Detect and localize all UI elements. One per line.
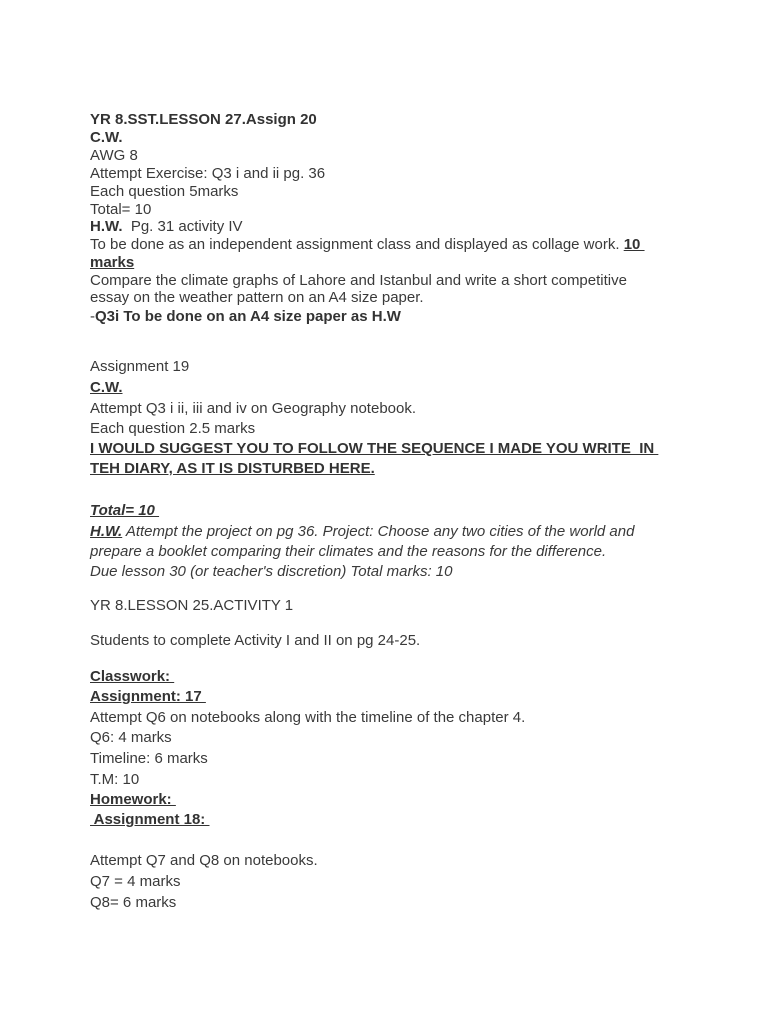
hw-project-line-2: prepare a booklet comparing their climates and the reasons for the difference.: [90, 543, 607, 560]
total-marks-2: Total= 10: [90, 502, 160, 519]
hw-project-text-1: Attempt the project on pg 36. Project: Choose any two cities of the world and: [122, 523, 635, 540]
assignment19-heading: Assignment 19: [90, 358, 190, 375]
marks-10: 10: [623, 236, 645, 253]
q3i-line: [90, 308, 401, 326]
suggest-line-1: I WOULD SUGGEST YOU TO FOLLOW THE SEQUENCE I MADE YOU WRITE IN: [90, 440, 659, 457]
lesson27-heading: YR 8.SST.LESSON 27.Assign 20: [90, 111, 317, 128]
total-marks: Total= 10: [90, 201, 152, 218]
suggest-line-2: TEH DIARY, AS IT IS DISTURBED HERE.: [90, 460, 375, 477]
marks-word: marks: [90, 254, 135, 271]
attempt-q7q8-text: Attempt Q7 and Q8 on notebooks.: [90, 852, 318, 869]
lesson25-heading: YR 8.LESSON 25.ACTIVITY 1: [90, 597, 294, 614]
q3i-text: Q3i To be done on an A4 size paper as H.W: [95, 308, 401, 325]
attempt-q6-text: Attempt Q6 on notebooks along with the timeline of the chapter 4.: [90, 709, 526, 726]
assignment17-label: Assignment: 17: [90, 688, 206, 705]
q6-marks: Q6: 4 marks: [90, 729, 172, 746]
hw-text: Pg. 31 activity IV: [122, 218, 243, 235]
total-marks-tm: T.M: 10: [90, 771, 140, 788]
hw-label: H.W.: [90, 218, 123, 235]
hw-project-line-1: [90, 523, 634, 541]
attempt-exercise-text: Attempt Exercise: Q3 i and ii pg. 36: [90, 165, 326, 182]
students-activity-text: Students to complete Activity I and II on pg 24-25.: [90, 632, 421, 649]
awg-text: AWG 8: [90, 147, 138, 164]
compare-line-2: essay on the weather pattern on an A4 size paper.: [90, 289, 424, 306]
cw-label-2: C.W.: [90, 379, 123, 396]
cw-label: C.W.: [90, 129, 123, 146]
assignment18-label: Assignment 18:: [90, 811, 210, 828]
q3i-dash: -: [90, 308, 95, 325]
hw-label-2: H.W.: [90, 523, 123, 540]
independent-assignment-line: [90, 236, 645, 254]
due-lesson-text: Due lesson 30 (or teacher's discretion) Total marks: 10: [90, 563, 453, 580]
q8-marks: Q8= 6 marks: [90, 894, 177, 911]
compare-line-1: Compare the climate graphs of Lahore and Istanbul and write a short competitive: [90, 272, 627, 289]
each-question-marks-2: Each question 2.5 marks: [90, 420, 256, 437]
timeline-marks: Timeline: 6 marks: [90, 750, 208, 767]
each-question-marks: Each question 5marks: [90, 183, 239, 200]
q7-marks: Q7 = 4 marks: [90, 873, 181, 890]
independent-text: To be done as an independent assignment class and displayed as collage work.: [90, 236, 624, 253]
homework-label: Homework:: [90, 791, 176, 808]
classwork-label: Classwork:: [90, 668, 175, 685]
attempt-q3-text: Attempt Q3 i ii, iii and iv on Geography notebook.: [90, 400, 417, 417]
hw-line: [90, 218, 243, 236]
